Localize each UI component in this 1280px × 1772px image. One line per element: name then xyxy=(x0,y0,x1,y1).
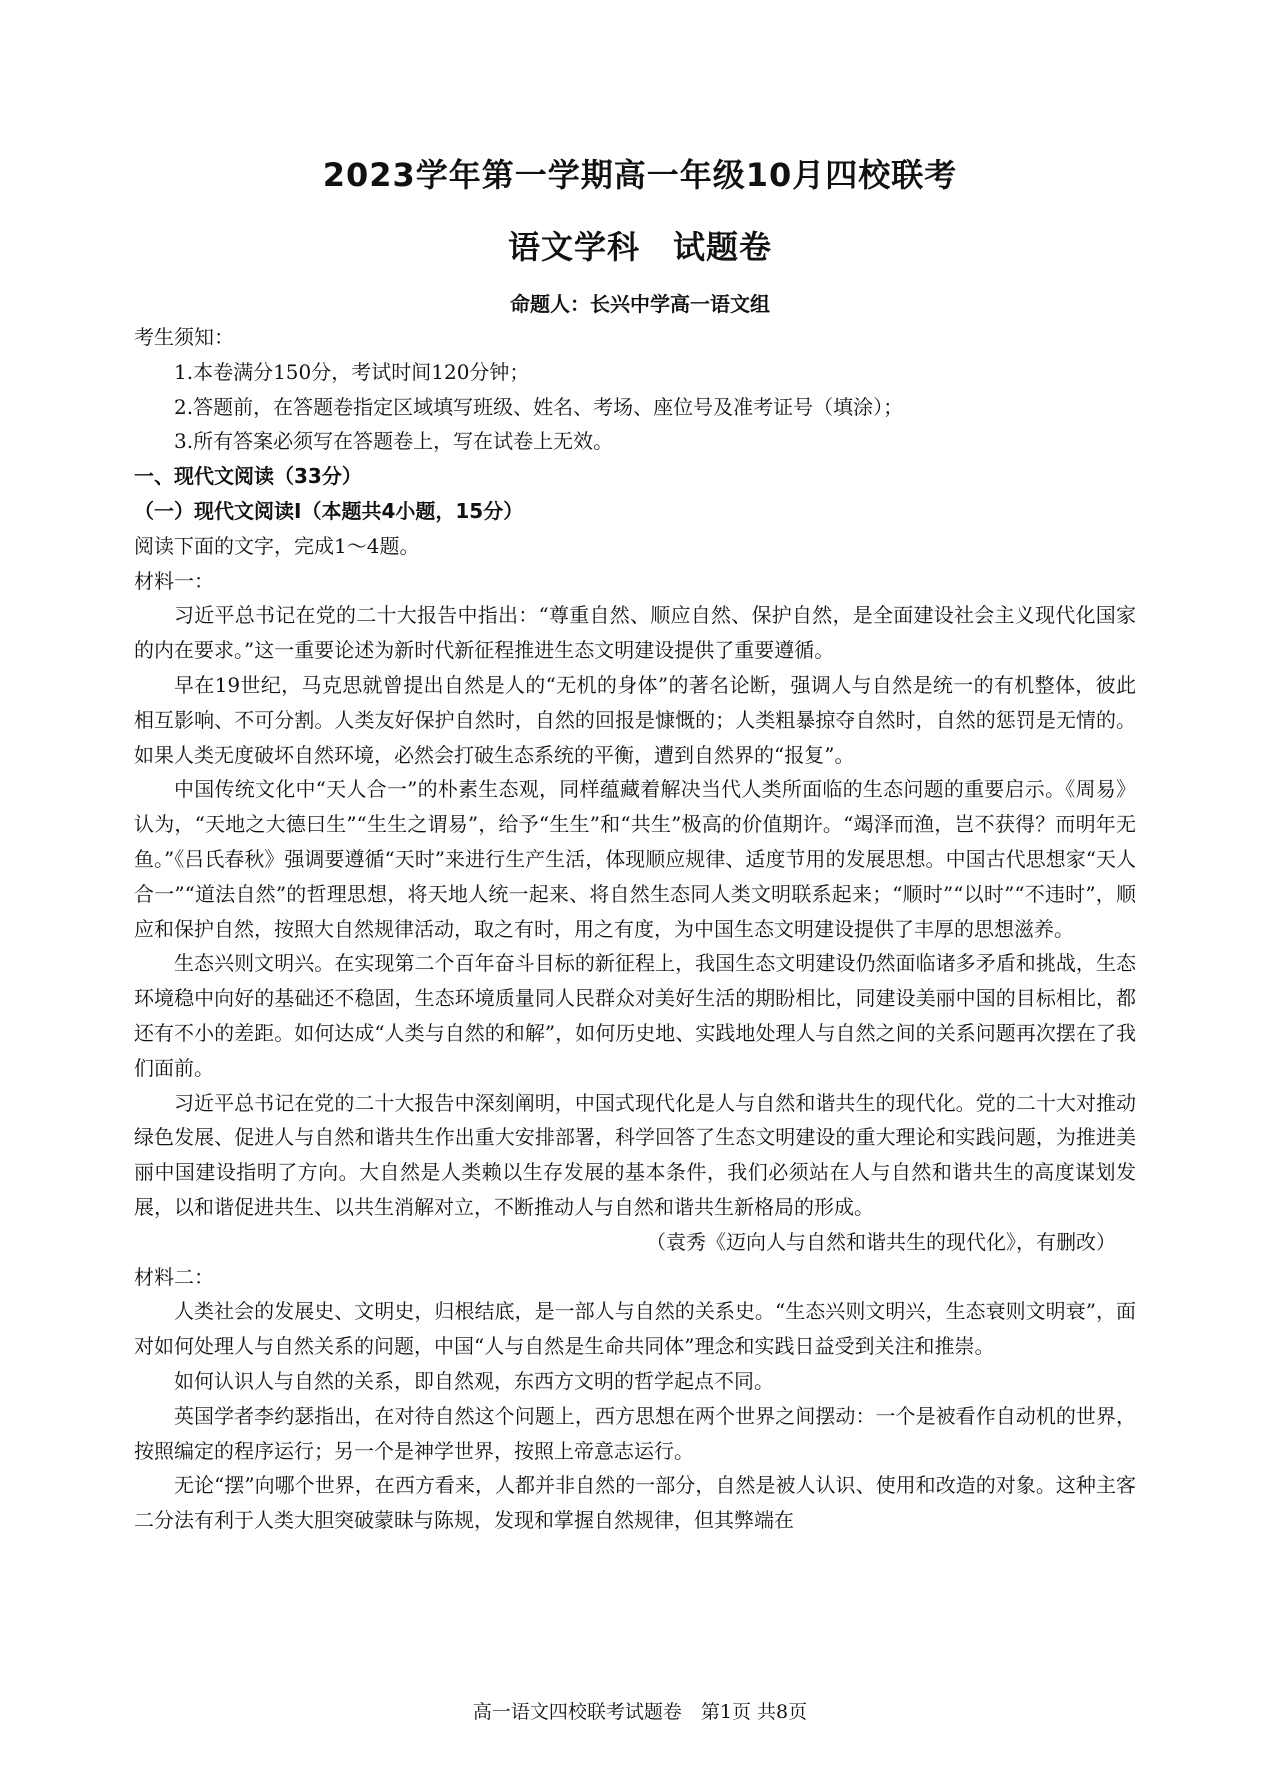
material1-paragraph: 中国传统文化中“天人合一”的朴素生态观，同样蕴藏着解决当代人类所面临的生态问题的重要启示。《周易》认为，“天地之大德曰生”“生生之谓易”，给予“生生”和“共生”极高的价值期许。“竭泽而渔，岂不获得？而明年无鱼。”《吕氏春秋》强调要遵循“天时”来进行生产生活，体现顺应规律、适度节用的发展思想。中国古代思想家“天人合一”“道法自然”的哲理思想，将天地人统一起来、将自然生态同人类文明联系起来；“顺时”“以时”“不违时”，顺应和保护自然，按照大自然规律活动，取之有时，用之有度，为中国生态文明建设提供了丰厚的思想滋养。 xyxy=(134,777,1136,941)
material1-paragraph: 习近平总书记在党的二十大报告中指出：“尊重自然、顺应自然、保护自然，是全面建设社会主义现代化国家的内在要求。”这一重要论述为新时代新征程推进生态文明建设提供了重要遵循。 xyxy=(134,603,1136,663)
notice-item: 2.答题前，在答题卷指定区域填写班级、姓名、考场、座位号及准考证号（填涂）； xyxy=(174,394,904,419)
section-subheading: （一）现代文阅读Ⅰ（本题共4小题，15分） xyxy=(134,498,524,523)
notice-heading: 考生须知： xyxy=(134,325,234,349)
material1-source: （袁秀《迈向人与自然和谐共生的现代化》，有删改） xyxy=(646,1229,1116,1254)
section-heading: 一、现代文阅读（33分） xyxy=(134,464,362,489)
exam-content xyxy=(134,320,1136,1538)
author-line: 命题人：长兴中学高一语文组 xyxy=(510,292,770,316)
material1-label: 材料一： xyxy=(134,568,214,593)
material2-paragraph: 无论“摆”向哪个世界，在西方看来，人都并非自然的一部分，自然是被人认识、使用和改造的对象。这种主客二分法有利于人类大胆突破蒙昧与陈规，发现和掌握自然规律，但其弊端在 xyxy=(134,1473,1136,1533)
material1-paragraph: 习近平总书记在党的二十大报告中深刻阐明，中国式现代化是人与自然和谐共生的现代化。党的二十大对推动绿色发展、促进人与自然和谐共生作出重大安排部署，科学回答了生态文明建设的重大理论和实践问题，为推进美丽中国建设指明了方向。大自然是人类赖以生存发展的基本条件，我们必须站在人与自然和谐共生的高度谋划发展，以和谐促进共生、以共生消解对立，不断推动人与自然和谐共生新格局的形成。 xyxy=(134,1090,1136,1219)
reading-instruction: 阅读下面的文字，完成1～4题。 xyxy=(134,533,420,558)
notice-item: 3.所有答案必须写在答题卷上，写在试卷上无效。 xyxy=(174,429,614,454)
material2-paragraph: 英国学者李约瑟指出，在对待自然这个问题上，西方思想在两个世界之间摆动：一个是被看作自动机的世界，按照编定的程序运行；另一个是神学世界，按照上帝意志运行。 xyxy=(134,1403,1136,1463)
page-footer: 高一语文四校联考试题卷 第1页 共8页 xyxy=(472,1701,808,1723)
exam-title: 2023学年第一学期高一年级10月四校联考 xyxy=(322,156,958,194)
exam-subtitle: 语文学科 试题卷 xyxy=(507,228,772,266)
material2-label: 材料二： xyxy=(134,1264,214,1289)
notice-item: 1.本卷满分150分，考试时间120分钟； xyxy=(174,359,530,384)
material1-paragraph: 生态兴则文明兴。在实现第二个百年奋斗目标的新征程上，我国生态文明建设仍然面临诸多矛盾和挑战，生态环境稳中向好的基础还不稳固，生态环境质量同人民群众对美好生活的期盼相比，同建设美丽中国的目标相比，都还有不小的差距。如何达成“人类与自然的和解”，如何历史地、实践地处理人与自然之间的关系问题再次摆在了我们面前。 xyxy=(134,951,1136,1080)
material1-paragraph: 早在19世纪，马克思就曾提出自然是人的“无机的身体”的著名论断，强调人与自然是统一的有机整体，彼此相互影响、不可分割。人类友好保护自然时，自然的回报是慷慨的；人类粗暴掠夺自然时，自然的惩罚是无情的。如果人类无度破坏自然环境，必然会打破生态系统的平衡，遭到自然界的“报复”。 xyxy=(134,672,1136,767)
material2-paragraph: 人类社会的发展史、文明史，归根结底，是一部人与自然的关系史。“生态兴则文明兴，生态衰则文明衰”，面对如何处理人与自然关系的问题，中国“人与自然是生命共同体”理念和实践日益受到关注和推崇。 xyxy=(134,1299,1136,1359)
material2-paragraph: 如何认识人与自然的关系，即自然观，东西方文明的哲学起点不同。 xyxy=(174,1368,774,1393)
